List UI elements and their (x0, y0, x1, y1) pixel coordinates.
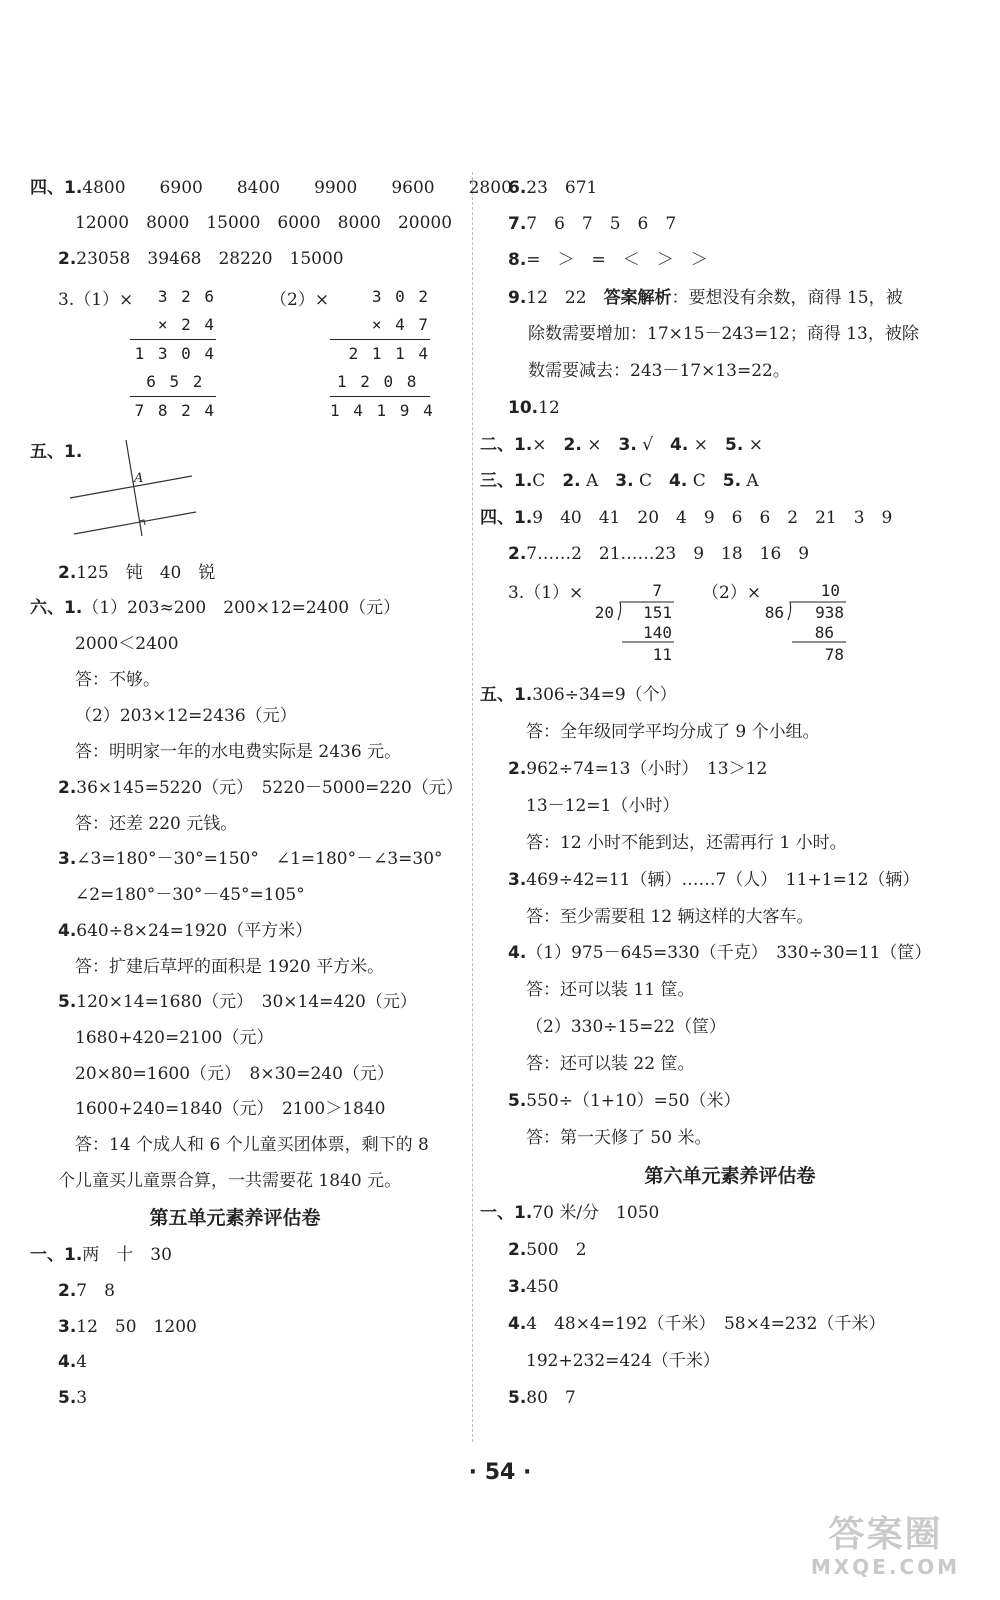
answer-line: 个儿童买儿童票合算，一共需要花 1840 元。 (58, 1171, 402, 1191)
answer-line: 1600+240=1840（元） 2100＞1840 (75, 1099, 386, 1119)
remainder: 11 (652, 645, 672, 664)
answer-line: 3.∠3=180°－30°=150° ∠1=180°－∠3=30° (58, 849, 443, 869)
answer-line: 答：至少需要租 12 辆这样的大客车。 (526, 907, 814, 927)
parallel-line-bottom (74, 512, 196, 534)
answer-line: 3.12 50 1200 (58, 1317, 197, 1337)
answer-line: 6.23 671 (508, 178, 598, 198)
answer-line: 7.7 6 7 5 6 7 (508, 214, 677, 234)
answer-line: 3.450 (508, 1277, 559, 1297)
watermark-logo (793, 1515, 978, 1585)
answer-line: 1680+420=2100（元） (75, 1028, 274, 1048)
answer-label: 3.（1）× (58, 290, 134, 310)
quotient: 7 (652, 581, 662, 600)
divisor: 20 (594, 603, 614, 622)
dividend: 938 (815, 603, 844, 622)
watermark-url: MXQE.COM (810, 1555, 961, 1579)
dividend: 151 (643, 603, 672, 622)
answer-line: 2.7……2 21……23 9 18 16 9 (508, 544, 810, 564)
point-label: A (134, 471, 144, 486)
calc-row: 6 5 2 (130, 368, 216, 397)
answer-line: 数需要减去：243－17×13=22。 (528, 361, 790, 381)
answer-label: （2）× (702, 583, 762, 603)
answer-line: 20×80=1600（元） 8×30=240（元） (75, 1064, 394, 1084)
answer-line: 四、1.9 40 41 20 4 9 6 6 2 21 3 9 (480, 508, 893, 528)
answer-line: 5.3 (58, 1388, 88, 1408)
calc-row: 7 8 2 4 (134, 401, 216, 420)
answer-line: 一、1.两 十 30 (30, 1245, 172, 1265)
calc-row: 1 3 0 4 (134, 344, 216, 363)
answer-line: 3.469÷42=11（辆）……7（人） 11+1=12（辆） (508, 870, 920, 890)
calc-row: 1 4 1 9 4 (330, 401, 435, 420)
vertical-multiplication-2 (330, 283, 435, 425)
calc-row: × 2 4 (130, 311, 216, 340)
answer-line: （2）330÷15=22（筐） (526, 1017, 727, 1037)
answer-line: 一、1.70 米/分 1050 (480, 1203, 660, 1223)
answer-line: 五、1.306÷34=9（个） (480, 685, 677, 705)
answer-line: 192+232=424（千米） (526, 1351, 720, 1371)
answer-line: 答：全年级同学平均分成了 9 个小组。 (526, 722, 820, 742)
long-division-1 (590, 580, 680, 670)
answer-line: 五、1. (30, 442, 83, 462)
answer-line: 答：不够。 (75, 670, 160, 690)
watermark-text: 答案圈 (828, 1514, 943, 1555)
answer-line: 2.7 8 (58, 1281, 115, 1301)
answer-line: 4.4 48×4=192（千米） 58×4=232（千米） (508, 1314, 886, 1334)
calc-row: 1 2 0 8 (330, 368, 430, 397)
product: 86 (814, 623, 834, 642)
answer-line: 4.（1）975－645=330（千克） 330÷30=11（筐） (508, 943, 932, 963)
remainder: 78 (824, 645, 844, 664)
answer-line: 13－12=1（小时） (526, 796, 680, 816)
answer-line: 10.12 (508, 398, 560, 418)
answer-line: 三、1.C 2. A 3. C 4. C 5. A (480, 471, 759, 491)
page-number: · 54 · (468, 1460, 532, 1485)
section-title-unit6: 第六单元素养评估卷 (644, 1165, 816, 1187)
answer-line: 5.550÷（1+10）=50（米） (508, 1091, 741, 1111)
calc-row: 3 0 2 (371, 287, 430, 306)
section-title-unit5: 第五单元素养评估卷 (149, 1207, 321, 1229)
answer-line: 答：还可以装 22 筐。 (526, 1054, 695, 1074)
answer-line: 9.12 22 答案解析：要想没有余数，商得 15，被 (508, 288, 903, 308)
answer-line: 5.120×14=1680（元） 30×14=420（元） (58, 992, 417, 1012)
answer-label: （2）× (270, 290, 330, 310)
answer-line: 4.4 (58, 1352, 88, 1372)
answer-line: （2）203×12=2436（元） (75, 706, 297, 726)
answer-line: 答：第一天修了 50 米。 (526, 1128, 712, 1148)
calc-row: × 4 7 (330, 311, 430, 340)
answer-line: 2.36×145=5220（元） 5220－5000=220（元） (58, 778, 463, 798)
answer-line: 答：明明家一年的水电费实际是 2436 元。 (75, 742, 402, 762)
answer-line: 答：12 小时不能到达，还需再行 1 小时。 (526, 833, 847, 853)
answer-line: 答：还差 220 元钱。 (75, 814, 238, 834)
calc-row: 2 1 1 4 (348, 344, 430, 363)
right-column (480, 0, 1000, 1600)
quotient: 10 (820, 581, 840, 600)
answer-line: 2.125 钝 40 锐 (58, 563, 216, 583)
answer-line: ∠2=180°－30°－45°=105° (75, 885, 305, 905)
answer-line: 12000 8000 15000 6000 8000 20000 (75, 213, 453, 233)
answer-line: 答：14 个成人和 6 个儿童买团体票，剩下的 8 (75, 1135, 429, 1155)
product: 140 (643, 623, 672, 642)
answer-line: 二、1.× 2. × 3. √ 4. × 5. × (480, 435, 763, 455)
answer-line: 2.962÷74=13（小时） 13＞12 (508, 759, 768, 779)
answer-line: 除数需要增加：17×15－243=12；商得 13，被除 (528, 324, 919, 344)
answer-line: 8.= ＞ = ＜ ＞ ＞ (508, 250, 708, 270)
answer-line: 2.23058 39468 28220 15000 (58, 249, 344, 269)
answer-line: 答：扩建后草坪的面积是 1920 平方米。 (75, 957, 385, 977)
answer-label: 3.（1）× (508, 583, 584, 603)
vertical-multiplication-1 (130, 283, 216, 425)
column-divider (472, 172, 473, 1442)
divisor: 86 (764, 603, 784, 622)
calc-row: 3 2 6 (157, 287, 216, 306)
answer-line: 答：还可以装 11 筐。 (526, 980, 695, 1000)
answer-line: 四、1.4800 6900 8400 9900 9600 2800 (30, 178, 512, 198)
long-division-2 (760, 580, 850, 670)
answer-line: 2000＜2400 (75, 634, 179, 654)
answer-line: 六、1.（1）203≈200 200×12=2400（元） (30, 598, 401, 618)
answer-line: 4.640÷8×24=1920（平方米） (58, 921, 313, 941)
parallel-line-top (70, 476, 192, 498)
answer-line: 5.80 7 (508, 1388, 576, 1408)
answer-line: 2.500 2 (508, 1240, 587, 1260)
parallel-lines-figure (60, 436, 210, 536)
